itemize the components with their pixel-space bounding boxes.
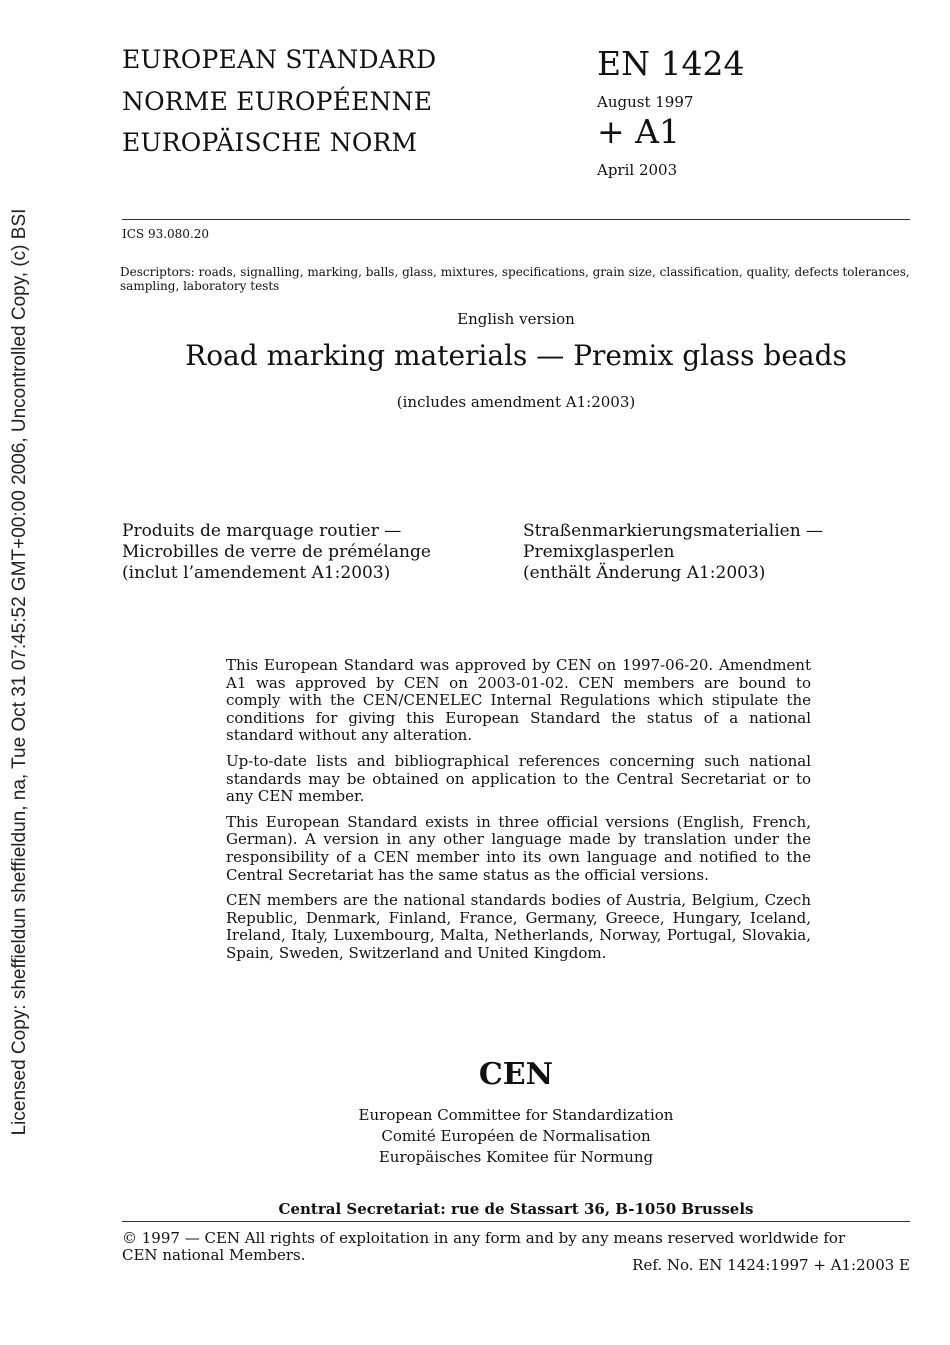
- french-title-line: (inclut l’amendement A1:2003): [122, 563, 391, 583]
- document-title: Road marking materials — Premix glass beads: [185, 339, 847, 372]
- german-title: [523, 521, 823, 584]
- publication-date: August 1997: [597, 93, 694, 111]
- statement-paragraph: CEN members are the national standards bodies of Austria, Belgium, Czech Republic, Denmark, Finland, France, Germany, Greece, Hungary, Iceland, Ireland, Italy, Luxembourg, Malta, Netherlands, Norway, Portugal, Slovakia, Spain, Sweden, Switzerland and United Kingdom.: [226, 891, 811, 962]
- header-divider: [122, 219, 910, 220]
- descriptors: Descriptors: roads, signalling, marking, balls, glass, mixtures, specifications, grain size, classification, quality, defects tolerances, sampling, laboratory tests: [120, 265, 910, 293]
- committee-name-de: Europäisches Komitee für Normung: [378, 1148, 654, 1166]
- standard-number: EN 1424: [597, 44, 745, 83]
- german-title-line: (enthält Änderung A1:2003): [523, 563, 766, 583]
- copyright-notice: © 1997 — CEN All rights of exploitation in any form and by any means reserved worldwide for CEN national Members.: [122, 1229, 846, 1264]
- committee-name-en: European Committee for Standardization: [358, 1106, 674, 1124]
- ics-code: ICS 93.080.20: [122, 227, 210, 241]
- statement-paragraph: This European Standard was approved by CEN on 1997-06-20. Amendment A1 was approved by CEN on 2003-01-02. CEN members are bound to comply with the CEN/CENELEC Internal Regulations which stipulate the conditions for giving this European Standard the status of a national standard without any alteration.: [226, 656, 811, 745]
- version-label: English version: [457, 310, 575, 328]
- committee-names: [122, 1105, 910, 1168]
- german-title-line: Premixglasperlen: [523, 542, 675, 562]
- standard-title-fr: NORME EUROPÉENNE: [122, 87, 433, 116]
- statement-paragraph: Up-to-date lists and bibliographical references concerning such national standards may be obtained on application to the Central Secretariat or to any CEN member.: [226, 751, 811, 806]
- standard-title-en: EUROPEAN STANDARD: [122, 45, 437, 74]
- includes-note: (includes amendment A1:2003): [396, 393, 636, 411]
- standard-title-de: EUROPÄISCHE NORM: [122, 128, 418, 157]
- license-notice-text: Licensed Copy: sheffieldun sheffieldun, na, Tue Oct 31 07:45:52 GMT+00:00 2006, Uncontrolled Copy, (c) BSI: [9, 208, 30, 1136]
- footer-divider: [122, 1221, 910, 1222]
- reference-number: Ref. No. EN 1424:1997 + A1:2003 E: [632, 1256, 910, 1274]
- amendment-date: April 2003: [597, 161, 678, 179]
- amendment-label: + A1: [597, 112, 680, 151]
- central-secretariat-address: Central Secretariat: rue de Stassart 36, B-1050 Brussels: [278, 1200, 754, 1218]
- statement-paragraph: This European Standard exists in three official versions (English, French, German). A version in any other language made by translation under the responsibility of a CEN member into its own language and notified to the Central Secretariat has the same status as the official versions.: [226, 812, 811, 884]
- approval-statements: [226, 657, 811, 971]
- french-title-line: Microbilles de verre de prémélange: [122, 542, 431, 562]
- french-title-line: Produits de marquage routier —: [122, 521, 402, 541]
- committee-name-fr: Comité Européen de Normalisation: [381, 1127, 651, 1145]
- cen-acronym: CEN: [478, 1057, 554, 1092]
- german-title-line: Straßenmarkierungsmaterialien —: [523, 521, 824, 541]
- french-title: [122, 521, 431, 584]
